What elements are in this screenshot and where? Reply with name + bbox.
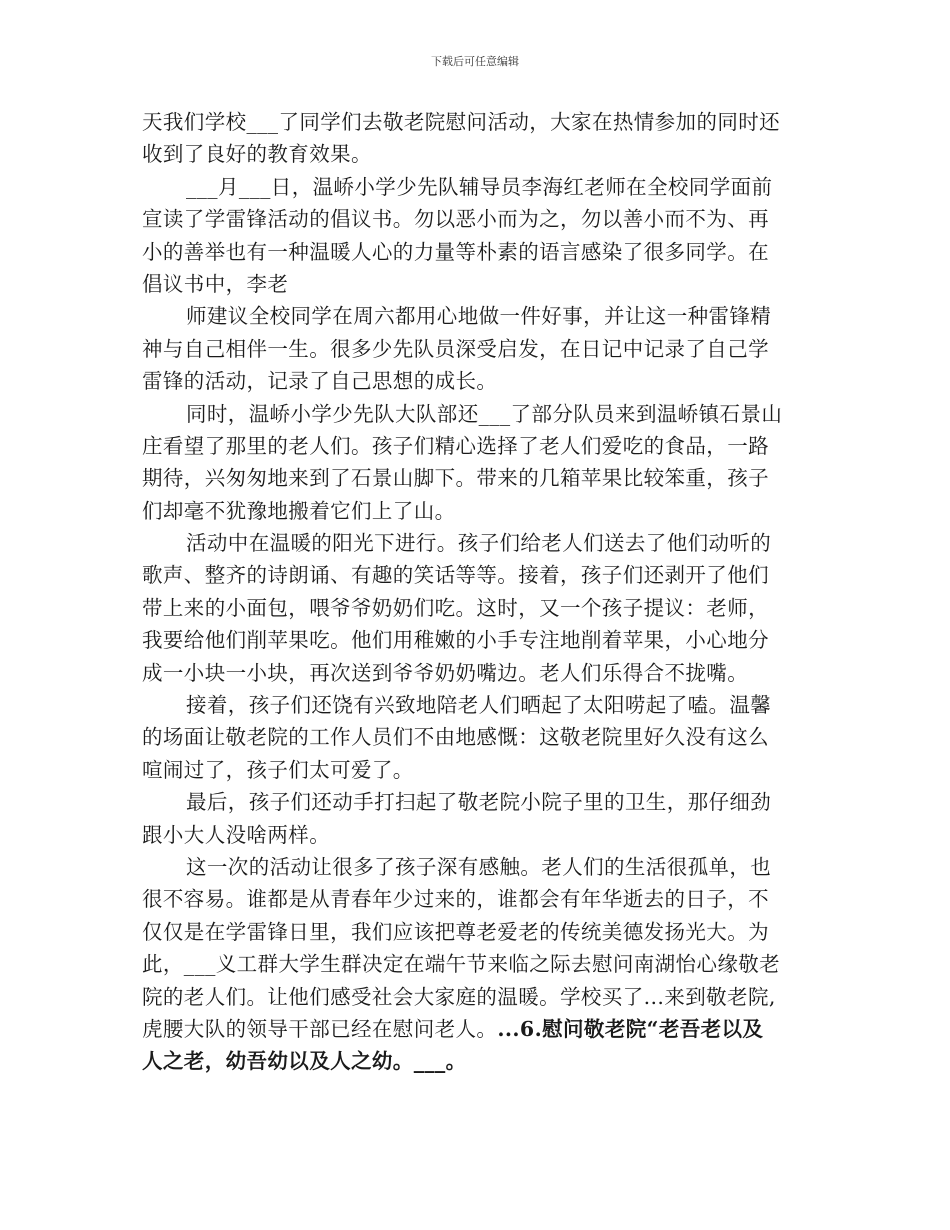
text-line: 同时，温峤小学少先队大队部还___了部分队员来到温峤镇石景山 xyxy=(186,401,783,426)
text-line: 接着，孩子们还饶有兴致地陪老人们晒起了太阳唠起了嗑。温馨 xyxy=(186,693,772,718)
text-line: 很不容易。谁都是从青春年少过来的，谁都会有年华逝去的日子，不 xyxy=(142,887,769,912)
text-line-last: 人之老，幼吾幼以及人之幼。___。 xyxy=(142,1049,467,1074)
text-line: 宣读了学雷锋活动的倡议书。勿以恶小而为之，勿以善小而不为、再 xyxy=(142,207,769,232)
text-line: 师建议全校同学在周六都用心地做一件好事，并让这一种雷锋精 xyxy=(186,304,772,329)
text-line: 歌声、整齐的诗朗诵、有趣的笑话等等。接着，孩子们还剥开了他们 xyxy=(142,563,769,588)
text-line: 倡议书中，李老 xyxy=(142,271,289,296)
paragraph-lines xyxy=(142,106,812,1013)
text-line: 最后，孩子们还动手打扫起了敬老院小院子里的卫生，那仔细劲 xyxy=(186,790,772,815)
text-line: 庄看望了那里的老人们。孩子们精心选择了老人们爱吃的食品，一路 xyxy=(142,433,769,458)
text-line: 院的老人们。让他们感受社会大家庭的温暖。学校买了...来到敬老院, xyxy=(142,984,776,1009)
text-line: 仅仅是在学雷锋日里，我们应该把尊老爱老的传统美德发扬光大。为 xyxy=(142,919,769,944)
text-line: 们却毫不犹豫地搬着它们上了山。 xyxy=(142,498,456,523)
text-bold-segment: ...6.慰问敬老院“老吾老以及 xyxy=(497,1016,764,1041)
text-line: 小的善举也有一种温暖人心的力量等朴素的语言感染了很多同学。在 xyxy=(142,239,769,264)
text-line: 收到了良好的教育效果。 xyxy=(142,142,372,167)
text-line: 雷锋的活动，记录了自己思想的成长。 xyxy=(142,369,498,394)
text-line: 活动中在温暖的阳光下进行。孩子们给老人们送去了他们动听的 xyxy=(186,531,772,556)
text-line: 神与自己相伴一生。很多少先队员深受启发，在日记中记录了自己学 xyxy=(142,336,769,361)
page-header: 下载后可任意编辑 xyxy=(431,55,519,68)
text-line-mixed xyxy=(142,1013,812,1045)
text-line: 这一次的活动让很多了孩子深有感触。老人们的生活很孤单，也 xyxy=(186,854,772,879)
text-normal-segment: 虎腰大队的领导干部已经在慰问老人。 xyxy=(142,1016,498,1041)
text-line: 天我们学校___了同学们去敬老院慰问活动，大家在热情参加的同时还 xyxy=(142,110,781,134)
text-line: 带上来的小面包，喂爷爷奶奶们吃。这时，又一个孩子提议：老师， xyxy=(142,595,769,620)
text-line: 的场面让敬老院的工作人员们不由地感慨：这敬老院里好久没有这么 xyxy=(142,725,769,750)
text-line: 成一小块一小块，再次送到爷爷奶奶嘴边。老人们乐得合不拢嘴。 xyxy=(142,660,749,685)
text-line: 此，___义工群大学生群决定在端午节来临之际去慰问南湖怡心缘敬老 xyxy=(142,952,781,977)
text-line: 期待，兴匆匆地来到了石景山脚下。带来的几箱苹果比较笨重，孩子 xyxy=(142,466,769,491)
text-line: ___月___日，温峤小学少先队辅导员李海红老师在全校同学面前 xyxy=(186,174,773,199)
text-line: 跟小大人没啥两样。 xyxy=(142,822,331,847)
text-line: 我要给他们削苹果吃。他们用稚嫩的小手专注地削着苹果，小心地分 xyxy=(142,628,769,653)
document-body xyxy=(142,106,812,1078)
text-line: 喧闹过了，孩子们太可爱了。 xyxy=(142,757,414,782)
